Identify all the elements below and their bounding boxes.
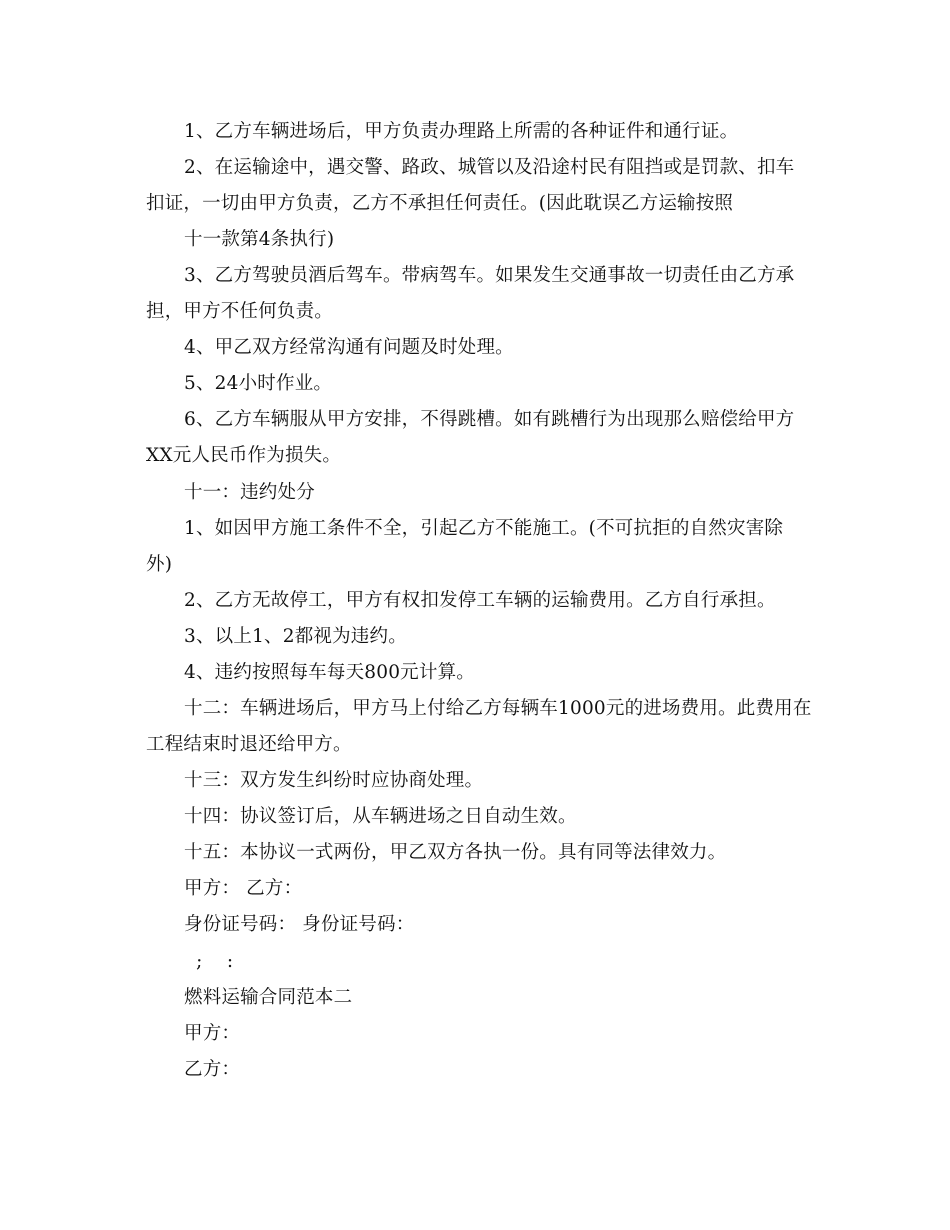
paragraph-line: 3、乙方驾驶员酒后驾车。带病驾车。如果发生交通事故一切责任由乙方承: [184, 265, 795, 286]
paragraph-line: 十二：车辆进场后，甲方马上付给乙方每辆车1000元的进场费用。此费用在: [184, 698, 812, 719]
paragraph-line: 6、乙方车辆服从甲方安排，不得跳槽。如有跳槽行为出现那么赔偿给甲方: [184, 409, 795, 430]
paragraph-line: 十四：协议签订后，从车辆进场之日自动生效。: [184, 806, 577, 827]
paragraph-line: 5、24小时作业。: [184, 373, 333, 394]
paragraph-line: 4、甲乙双方经常沟通有问题及时处理。: [184, 337, 514, 358]
paragraph-line: 4、违约按照每车每天800元计算。: [184, 662, 475, 683]
party-signature-line: 甲方： 乙方：: [184, 878, 303, 899]
paragraph-line: 十三：双方发生纠纷时应协商处理。: [184, 770, 484, 791]
paragraph-line: 3、以上1、2都视为违约。: [184, 626, 407, 647]
paragraph-line: 外): [146, 554, 173, 575]
section-title: 燃料运输合同范本二: [184, 987, 353, 1008]
party-a-label: 甲方：: [184, 1023, 241, 1044]
section-heading: 十一：违约处分: [184, 482, 315, 503]
paragraph-line: 十五：本协议一式两份，甲乙双方各执一份。具有同等法律效力。: [184, 842, 727, 863]
paragraph-line: 1、乙方车辆进场后，甲方负责办理路上所需的各种证件和通行证。: [184, 121, 739, 142]
punctuation-line: ; :: [184, 951, 234, 972]
paragraph-line: 担，甲方不任何负责。: [146, 301, 334, 322]
party-b-label: 乙方：: [184, 1059, 241, 1080]
paragraph-line: XX元人民币作为损失。: [146, 445, 342, 466]
paragraph-line: 2、乙方无故停工，甲方有权扣发停工车辆的运输费用。乙方自行承担。: [184, 590, 776, 611]
paragraph-line: 工程结束时退还给甲方。: [146, 734, 352, 755]
id-number-line: 身份证号码： 身份证号码：: [184, 914, 415, 935]
paragraph-line: 扣证，一切由甲方负责，乙方不承担任何责任。(因此耽误乙方运输按照: [146, 193, 734, 214]
paragraph-line: 十一款第4条执行): [184, 229, 335, 250]
paragraph-line: 1、如因甲方施工条件不全，引起乙方不能施工。(不可抗拒的自然灾害除: [184, 518, 784, 539]
paragraph-line: 2、在运输途中，遇交警、路政、城管以及沿途村民有阻挡或是罚款、扣车: [184, 157, 795, 178]
